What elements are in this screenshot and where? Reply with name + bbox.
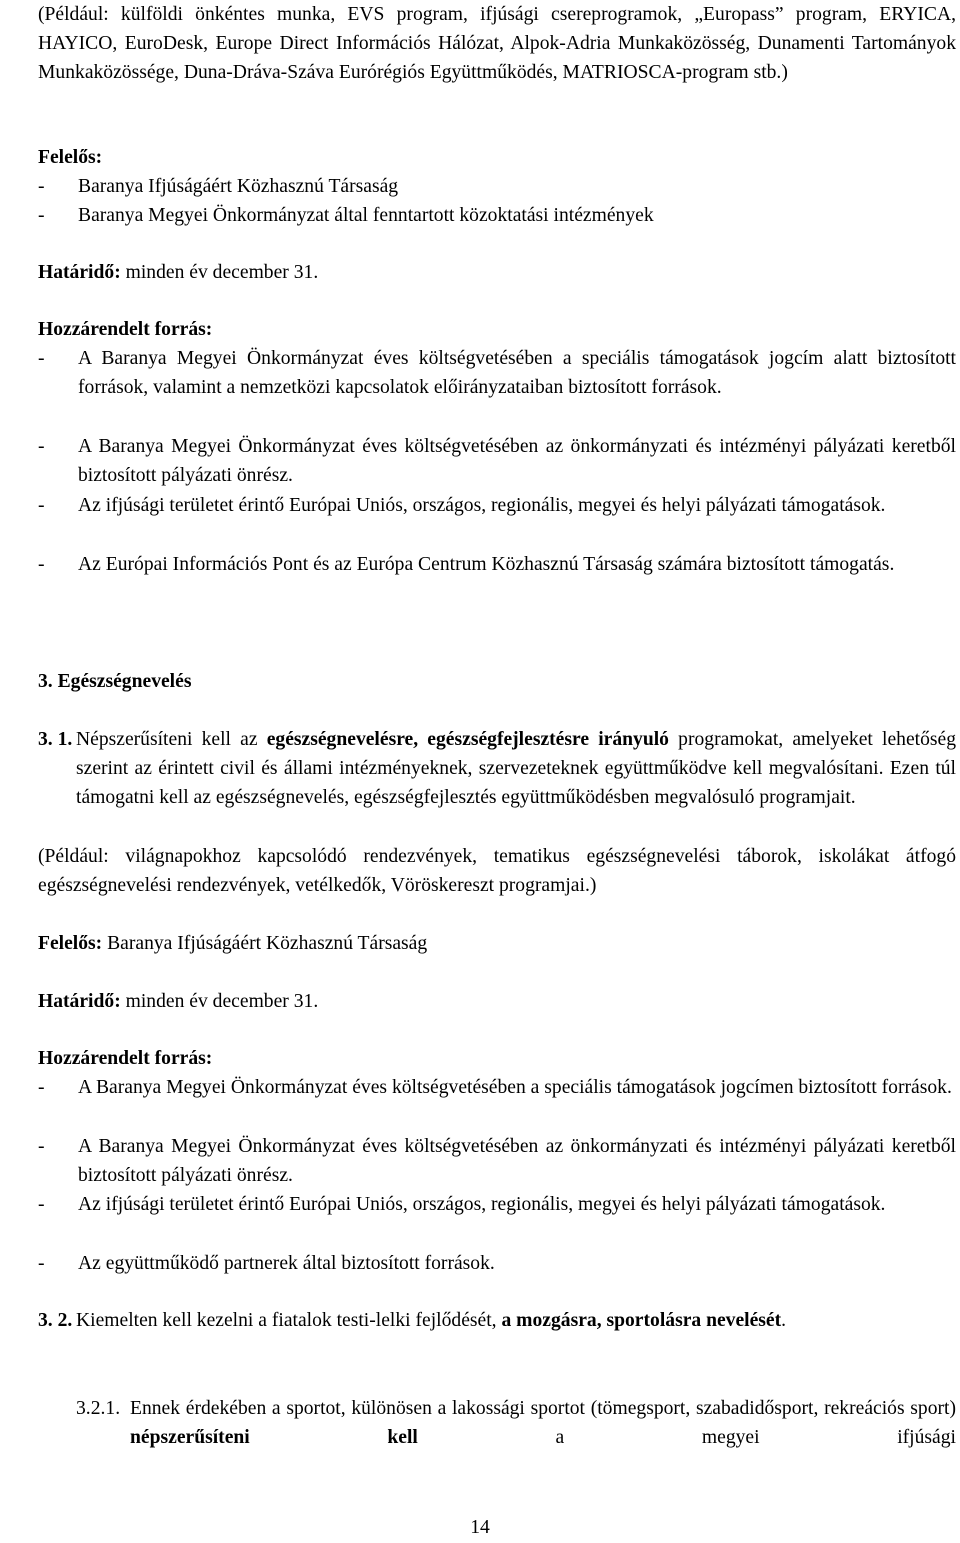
felelos-label: Felelős: [38,147,103,168]
paragraph-3-1: Népszerűsíteni kell az egészségnevelésre, egészségfejlesztésre irányuló programokat, amelyeket lehetőség szerint az érintett civil és állami intézményeknek, szervezeteknek együttműködve kell megvalósítani. Ezen túl támogatni kell az egészségnevelés, egészségfejlesztés együttműködésben megvalósuló programjait. [76,729,957,809]
list-item: - Baranya Megyei Önkormányzat által fenntartott közoktatási intézmények [38,205,654,226]
forras-label: Hozzárendelt forrás: [38,1048,213,1069]
list-item: - A Baranya Megyei Önkormányzat éves költségvetésében a speciális támogatások jogcím alatt biztosított források, valamint a nemzetközi kapcsolatok előirányzataiban biztosított források. [38,348,956,399]
felelos-value: Baranya Ifjúságáért Közhasznú Társaság [102,933,428,954]
list-item: - Az Európai Információs Pont és az Európa Centrum Közhasznú Társaság számára biztosított támogatás. [38,554,895,575]
hatarido-value: minden év december 31. [120,262,319,283]
list-item: - A Baranya Megyei Önkormányzat éves költségvetésében az önkormányzati és intézményi pályázati keretből biztosított pályázati önrész. [38,1136,956,1187]
forras-label: Hozzárendelt forrás: [38,319,213,340]
list-item: - Az együttműködő partnerek által biztosított források. [38,1253,495,1274]
section-heading: 3. Egészségnevelés [38,671,192,692]
page-number: 14 [470,1517,490,1538]
item-number: 3.2.1. [76,1398,121,1419]
hatarido-value: minden év december 31. [120,991,319,1012]
list-item: - Baranya Ifjúságáért Közhasznú Társaság [38,176,399,197]
hatarido-label: Határidő: [38,991,121,1012]
hatarido-line [38,258,938,287]
hatarido-line [38,987,938,1016]
paragraph-3-2-1: Ennek érdekében a sportot, különösen a lakossági sportot (tömegsport, szabadidősport, rekreációs sport) népszerűsíteni kell a megyei ifjúsági [130,1398,956,1449]
list-item: - A Baranya Megyei Önkormányzat éves költségvetésében a speciális támogatások jogcímen biztosított források. [38,1077,952,1098]
item-number: 3. 2. [38,1310,73,1331]
list-item: - Az ifjúsági területet érintő Európai Uniós, országos, regionális, megyei és helyi pályázati támogatások. [38,1194,886,1215]
hatarido-label: Határidő: [38,262,121,283]
item-number: 3. 1. [38,729,73,750]
example-3-1: (Például: világnapokhoz kapcsolódó rendezvények, tematikus egészségnevelési táborok, iskolákat átfogó egészségnevelési rendezvények, vetélkedők, Vöröskereszt programjai.) [38,846,956,897]
list-item: - Az ifjúsági területet érintő Európai Uniós, országos, regionális, megyei és helyi pályázati támogatások. [38,495,886,516]
intro-paragraph: (Például: külföldi önkéntes munka, EVS program, ifjúsági csereprogramok, „Europass” program, ERYICA, HAYICO, EuroDesk, Europe Direct Információs Hálózat, Alpok-Adria Munkaközösség, Dunamenti Tartományok Munkaközössége, Duna-Dráva-Száva Eurórégiós Együttműködés, MATRIOSCA-program stb.) [38,4,956,84]
felelos-line [38,929,938,958]
felelos-label: Felelős: [38,933,103,954]
paragraph-3-2: Kiemelten kell kezelni a fiatalok testi-lelki fejlődését, a mozgásra, sportolásra nevelését. [76,1310,787,1331]
list-item: - A Baranya Megyei Önkormányzat éves költségvetésében az önkormányzati és intézményi pályázati keretből biztosított pályázati önrész. [38,436,956,487]
